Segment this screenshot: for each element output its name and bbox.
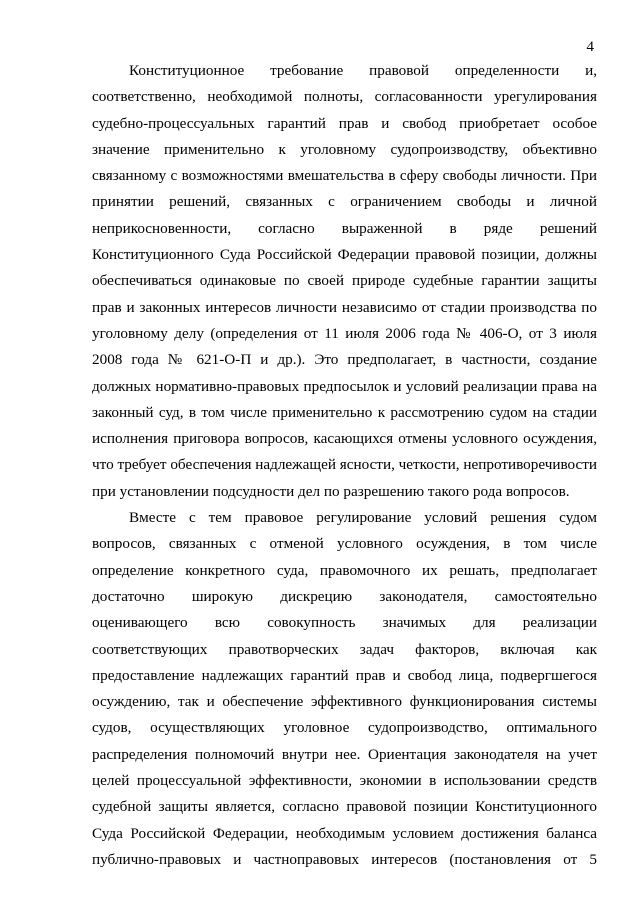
body-text — [92, 58, 597, 873]
text-line: неприкосновенности, согласно выраженной в ряде решений — [92, 219, 597, 237]
text-line: Вместе с тем правовое регулирование условий решения судом — [129, 509, 597, 527]
text-line: 2008 года № 621-О-П и др.). Это предполагает, в частности, создание — [92, 351, 597, 369]
text-line: обеспечиваться одинаковые по своей природе судебные гарантии защиты — [92, 272, 597, 290]
text-line: публично-правовых и частноправовых интересов (постановления от 5 — [92, 850, 597, 868]
text-line: распределения полномочий внутри нее. Ориентация законодателя на учет — [92, 745, 597, 763]
text-line: законный суд, в том числе применительно к рассмотрению судом на стадии — [92, 403, 597, 421]
text-line: Конституционного Суда Российской Федерации правовой позиции, должны — [92, 246, 597, 264]
text-line: соответственно, необходимой полноты, согласованности урегулирования — [92, 88, 597, 106]
text-line: оценивающего всю совокупность значимых для реализации — [92, 614, 597, 632]
text-line: вопросов, связанных с отменой условного осуждения, в том числе — [92, 535, 597, 553]
text-line: судебной защиты является, согласно правовой позиции Конституционного — [92, 798, 597, 816]
text-line: при установлении подсудности дел по разрешению такого рода вопросов. — [92, 482, 570, 500]
text-line: соответствующих правотворческих задач факторов, включая как — [92, 640, 597, 658]
text-line: целей процессуальной эффективности, экономии в использовании средств — [92, 772, 597, 790]
text-line: связанному с возможностями вмешательства в сферу свободы личности. При — [92, 167, 597, 185]
text-line: принятии решений, связанных с ограничением свободы и личной — [92, 193, 597, 211]
page-number: 4 — [586, 39, 594, 55]
text-line: значение применительно к уголовному судопроизводству, объективно — [92, 140, 597, 158]
text-line: осуждению, так и обеспечение эффективного функционирования системы — [92, 693, 597, 711]
text-line: уголовному делу (определения от 11 июля 2006 года № 406-О, от 3 июля — [92, 324, 597, 342]
text-line: достаточно широкую дискрецию законодателя, самостоятельно — [92, 587, 597, 605]
text-line: Суда Российской Федерации, необходимым условием достижения баланса — [92, 824, 597, 842]
text-line: судов, осуществляющих уголовное судопроизводство, оптимального — [92, 719, 597, 737]
text-line: исполнения приговора вопросов, касающихся отмены условного осуждения, — [92, 430, 597, 448]
text-line: что требует обеспечения надлежащей ясности, четкости, непротиворечивости — [92, 456, 598, 474]
text-line: прав и законных интересов личности независимо от стадии производства по — [92, 298, 597, 316]
text-line: Конституционное требование правовой определенности и, — [129, 62, 597, 79]
text-line: должных нормативно-правовых предпосылок и условий реализации права на — [92, 377, 597, 395]
text-line: определение конкретного суда, правомочного их решать, предполагает — [92, 561, 597, 579]
text-line: судебно-процессуальных гарантий прав и свобод приобретает особое — [92, 114, 597, 132]
text-line: предоставление надлежащих гарантий прав и свобод лица, подвергшегося — [92, 666, 597, 684]
